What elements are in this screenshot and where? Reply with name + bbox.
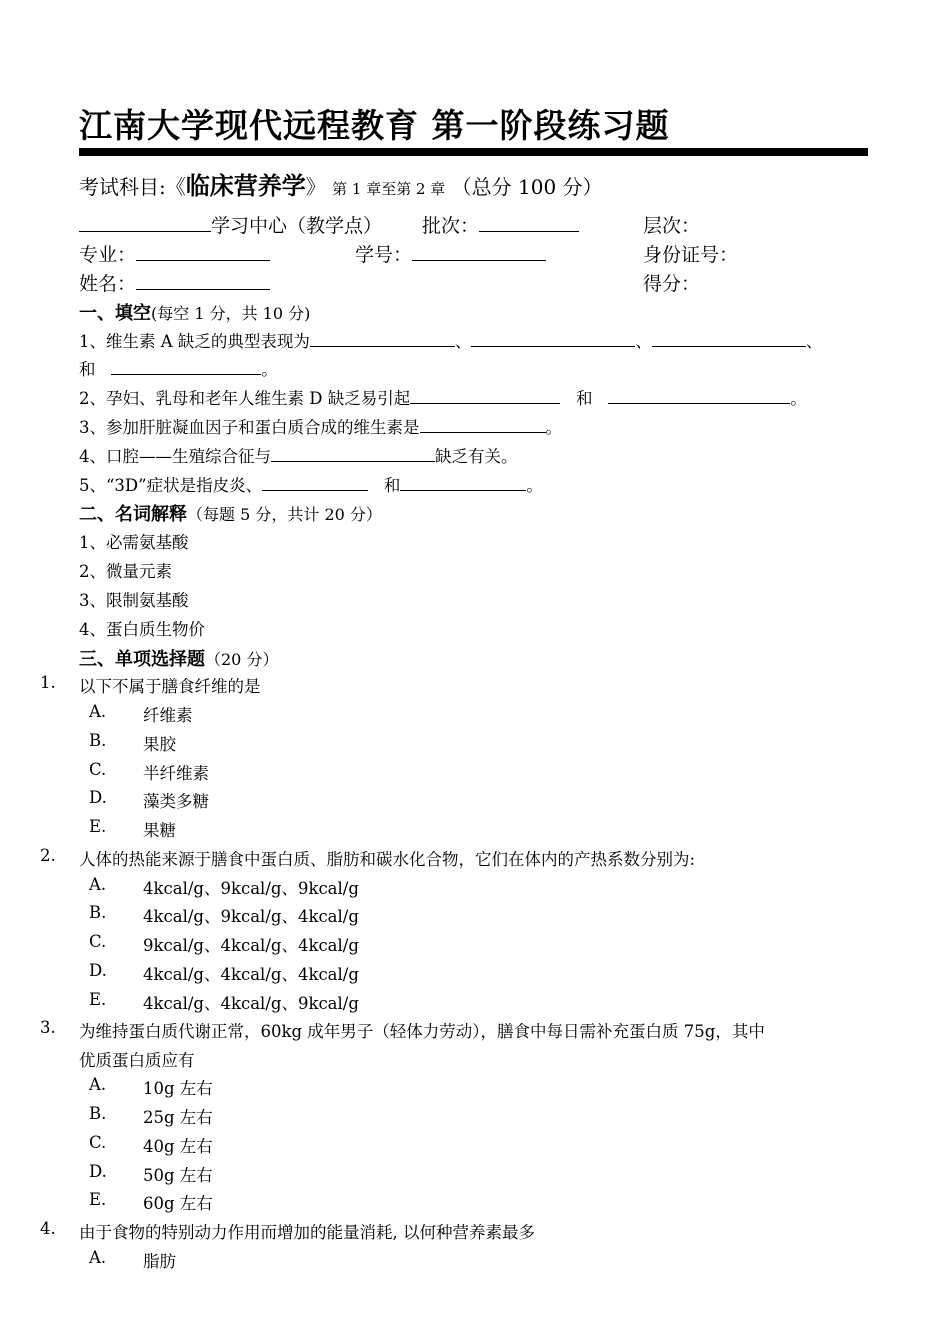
- fill-question-2: [79, 385, 807, 409]
- q1-blank-1[interactable]: [310, 329, 455, 347]
- option-text: 4kcal/g、9kcal/g、4kcal/g: [143, 907, 359, 926]
- question-number: 4.: [40, 1219, 56, 1238]
- option-letter[interactable]: D.: [89, 961, 107, 980]
- option-text: 4kcal/g、4kcal/g、4kcal/g: [143, 965, 359, 984]
- option-letter[interactable]: D.: [89, 788, 107, 807]
- option-letter[interactable]: B.: [89, 731, 107, 750]
- batch-field: [422, 211, 579, 238]
- major-field: [79, 240, 270, 267]
- section1-title: 一、填空: [79, 303, 151, 324]
- term-item: 2、微量元素: [79, 562, 172, 581]
- option-text: 半纤维素: [143, 764, 209, 783]
- option-letter[interactable]: E.: [89, 817, 107, 836]
- student-id-label: 学号：: [355, 244, 413, 266]
- subject-prefix: 考试科目:《: [79, 175, 186, 199]
- option-text: 果糖: [143, 821, 176, 840]
- option-letter[interactable]: E.: [89, 1190, 107, 1209]
- term-item: 3、限制氨基酸: [79, 591, 189, 610]
- option-text: 果胶: [143, 735, 176, 754]
- section2-header: [79, 500, 382, 526]
- q5-text: 5、“3D”症状是指皮炎、: [79, 476, 263, 495]
- subject-line: [79, 166, 603, 201]
- chapter-range: 第 1 章至第 2 章: [332, 180, 446, 198]
- document-title: 江南大学现代远程教育 第一阶段练习题: [79, 106, 670, 145]
- question-text: 由于食物的特别动力作用而增加的能量消耗, 以何种营养素最多: [79, 1223, 535, 1242]
- question-number: 2.: [40, 846, 56, 865]
- batch-label: 批次：: [422, 215, 480, 237]
- option-letter[interactable]: B.: [89, 1104, 107, 1123]
- option-letter[interactable]: A.: [89, 702, 107, 721]
- q1-sep-1: 、: [454, 332, 472, 351]
- option-text: 纤维素: [143, 706, 193, 725]
- fill-question-1: [79, 328, 822, 352]
- major-label: 专业：: [79, 244, 137, 266]
- question-text: 以下不属于膳食纤维的是: [79, 677, 261, 696]
- student-id-blank[interactable]: [412, 243, 546, 261]
- option-text: 藻类多糖: [143, 792, 209, 811]
- q1-blank-4[interactable]: [111, 357, 261, 375]
- q3-end: 。: [545, 418, 562, 437]
- q2-and: 和: [575, 389, 593, 408]
- option-letter[interactable]: C.: [89, 1133, 107, 1152]
- title-rule: [79, 148, 868, 156]
- option-text: 50g 左右: [143, 1166, 213, 1185]
- option-letter[interactable]: E.: [89, 990, 107, 1009]
- option-text: 25g 左右: [143, 1108, 213, 1127]
- option-text: 4kcal/g、9kcal/g、9kcal/g: [143, 879, 359, 898]
- major-blank[interactable]: [136, 243, 270, 261]
- total-score: （总分 100 分）: [451, 175, 603, 199]
- id-card-label: 身份证号：: [643, 244, 739, 266]
- fill-question-1-cont: [79, 356, 278, 380]
- level-label: 层次：: [643, 215, 701, 237]
- q1-and: 和: [79, 360, 96, 379]
- q5-and: 和: [383, 476, 401, 495]
- option-letter[interactable]: A.: [89, 875, 107, 894]
- section1-header: [79, 299, 310, 325]
- option-text: 4kcal/g、4kcal/g、9kcal/g: [143, 994, 359, 1013]
- name-field: [79, 269, 270, 296]
- q3-blank[interactable]: [420, 415, 546, 433]
- fill-question-4: [79, 443, 518, 467]
- term-item: 1、必需氨基酸: [79, 533, 189, 552]
- fill-question-3: [79, 414, 562, 438]
- name-label: 姓名：: [79, 273, 137, 295]
- option-letter[interactable]: A.: [89, 1075, 107, 1094]
- q4-text: 4、口腔——生殖综合征与: [79, 447, 271, 466]
- q1-blank-3[interactable]: [652, 329, 806, 347]
- q2-text: 2、孕妇、乳母和老年人维生素 D 缺乏易引起: [79, 389, 411, 408]
- q4-blank[interactable]: [271, 444, 435, 462]
- student-id-field: [355, 240, 546, 267]
- option-text: 9kcal/g、4kcal/g、4kcal/g: [143, 936, 359, 955]
- question-text: 为维持蛋白质代谢正常，60kg 成年男子（轻体力劳动），膳食中每日需补充蛋白质 75g，其中: [79, 1022, 765, 1041]
- q1-sep-2: 、: [635, 332, 652, 351]
- option-letter[interactable]: A.: [89, 1248, 107, 1267]
- question-text: 人体的热能来源于膳食中蛋白质、脂肪和碳水化合物，它们在体内的产热系数分别为:: [79, 850, 696, 869]
- q1-sep-3: 、: [805, 332, 823, 351]
- option-letter[interactable]: C.: [89, 932, 107, 951]
- q5-end: 。: [526, 476, 543, 495]
- option-text: 60g 左右: [143, 1194, 213, 1213]
- center-blank[interactable]: [79, 214, 211, 232]
- section2-note: （每题 5 分，共计 20 分）: [187, 505, 382, 524]
- q2-end: 。: [790, 389, 807, 408]
- section3-title: 三、单项选择题: [79, 649, 205, 670]
- term-item: 4、蛋白质生物价: [79, 620, 205, 639]
- option-letter[interactable]: D.: [89, 1162, 107, 1181]
- center-field: [79, 211, 382, 238]
- q1-blank-2[interactable]: [471, 329, 635, 347]
- q5-blank-1[interactable]: [262, 473, 368, 491]
- q4-text-end: 缺乏有关。: [435, 447, 518, 466]
- subject-close: 》: [305, 175, 326, 199]
- section3-header: [79, 645, 278, 671]
- center-label: 学习中心（教学点）: [211, 215, 383, 237]
- option-letter[interactable]: C.: [89, 760, 107, 779]
- option-text: 10g 左右: [143, 1079, 213, 1098]
- q2-blank-2[interactable]: [608, 386, 790, 404]
- section1-note: (每空 1 分，共 10 分): [151, 304, 311, 323]
- batch-blank[interactable]: [479, 214, 579, 232]
- option-letter[interactable]: B.: [89, 903, 107, 922]
- q1-text: 1、维生素 A 缺乏的典型表现为: [79, 332, 310, 351]
- question-number: 1.: [40, 673, 56, 692]
- question-text-cont: 优质蛋白质应有: [79, 1051, 195, 1070]
- fill-question-5: [79, 472, 543, 496]
- option-text: 脂肪: [143, 1252, 176, 1271]
- q2-blank-1[interactable]: [410, 386, 560, 404]
- q1-end: 。: [261, 360, 278, 379]
- section2-title: 二、名词解释: [79, 504, 187, 525]
- question-number: 3.: [40, 1018, 56, 1037]
- q3-text: 3、参加肝脏凝血因子和蛋白质合成的维生素是: [79, 418, 420, 437]
- section3-note: （20 分）: [205, 650, 279, 669]
- q5-blank-2[interactable]: [400, 473, 526, 491]
- course-name: 临床营养学: [185, 172, 306, 200]
- score-label: 得分：: [643, 273, 701, 295]
- name-blank[interactable]: [136, 272, 270, 290]
- option-text: 40g 左右: [143, 1137, 213, 1156]
